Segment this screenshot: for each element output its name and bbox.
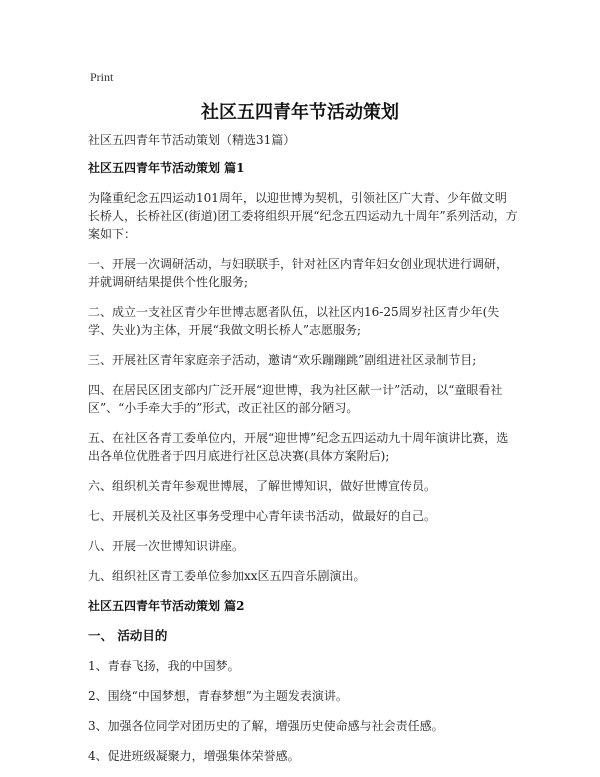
list-item: 八、开展一次世博知识讲座。	[88, 539, 245, 553]
section-2-heading: 社区五四青年节活动策划 篇2	[88, 599, 245, 613]
print-link[interactable]: Print	[90, 70, 114, 84]
list-item: 九、组织社区青工委单位参加xx区五四音乐剧演出。	[88, 569, 366, 583]
list-item: 七、开展机关及社区事务受理中心青年读书活动，做最好的自己。	[88, 509, 437, 523]
section-2-subheading: 一、 活动目的	[88, 628, 168, 643]
section-1-heading: 社区五四青年节活动策划 篇1	[88, 161, 245, 175]
list-item: 3、加强各位同学对团历史的了解，增强历史使命感与社会责任感。	[88, 719, 444, 733]
section-1-intro: 为隆重纪念五四运动101周年，以迎世博为契机，引领社区广大青、少年做文明长桥人，长桥社区(街道)团工委将组织开展“纪念五四运动九十周年”系列活动，方案如下：	[88, 191, 518, 241]
list-item: 二、成立一支社区青少年世博志愿者队伍，以社区内16-25周岁社区青少年(失学、失业)为主体，开展“我做文明长桥人”志愿服务;	[88, 305, 500, 337]
list-item: 四、在居民区团支部内广泛开展“迎世博，我为社区献一计”活动，以“童眼看社区”、“小手牵大手的”形式，改正社区的部分陋习。	[88, 383, 503, 415]
list-item: 五、在社区各青工委单位内，开展“迎世博”纪念五四运动九十周年演讲比赛，选出各单位优胜者于四月底进行社区总决赛(具体方案附后);	[88, 431, 509, 463]
article-body	[88, 131, 518, 777]
list-item: 4、促进班级凝聚力，增强集体荣誉感。	[88, 749, 300, 763]
list-item: 六、组织机关青年参观世博展，了解世博知识，做好世博宣传员。	[88, 479, 437, 493]
list-item: 2、围绕“中国梦想，青春梦想”为主题发表演讲。	[88, 689, 348, 703]
list-item: 一、开展一次调研活动，与妇联联手，针对社区内青年妇女创业现状进行调研，并就调研结果提供个性化服务;	[88, 257, 509, 289]
list-item: 三、开展社区青年家庭亲子活动，邀请“欢乐蹦蹦跳”剧组进社区录制节目;	[88, 353, 477, 367]
article-subtitle: 社区五四青年节活动策划（精选31篇）	[88, 133, 296, 147]
list-item: 1、青春飞扬，我的中国梦。	[88, 659, 240, 673]
page-title: 社区五四青年节活动策划	[201, 102, 399, 123]
